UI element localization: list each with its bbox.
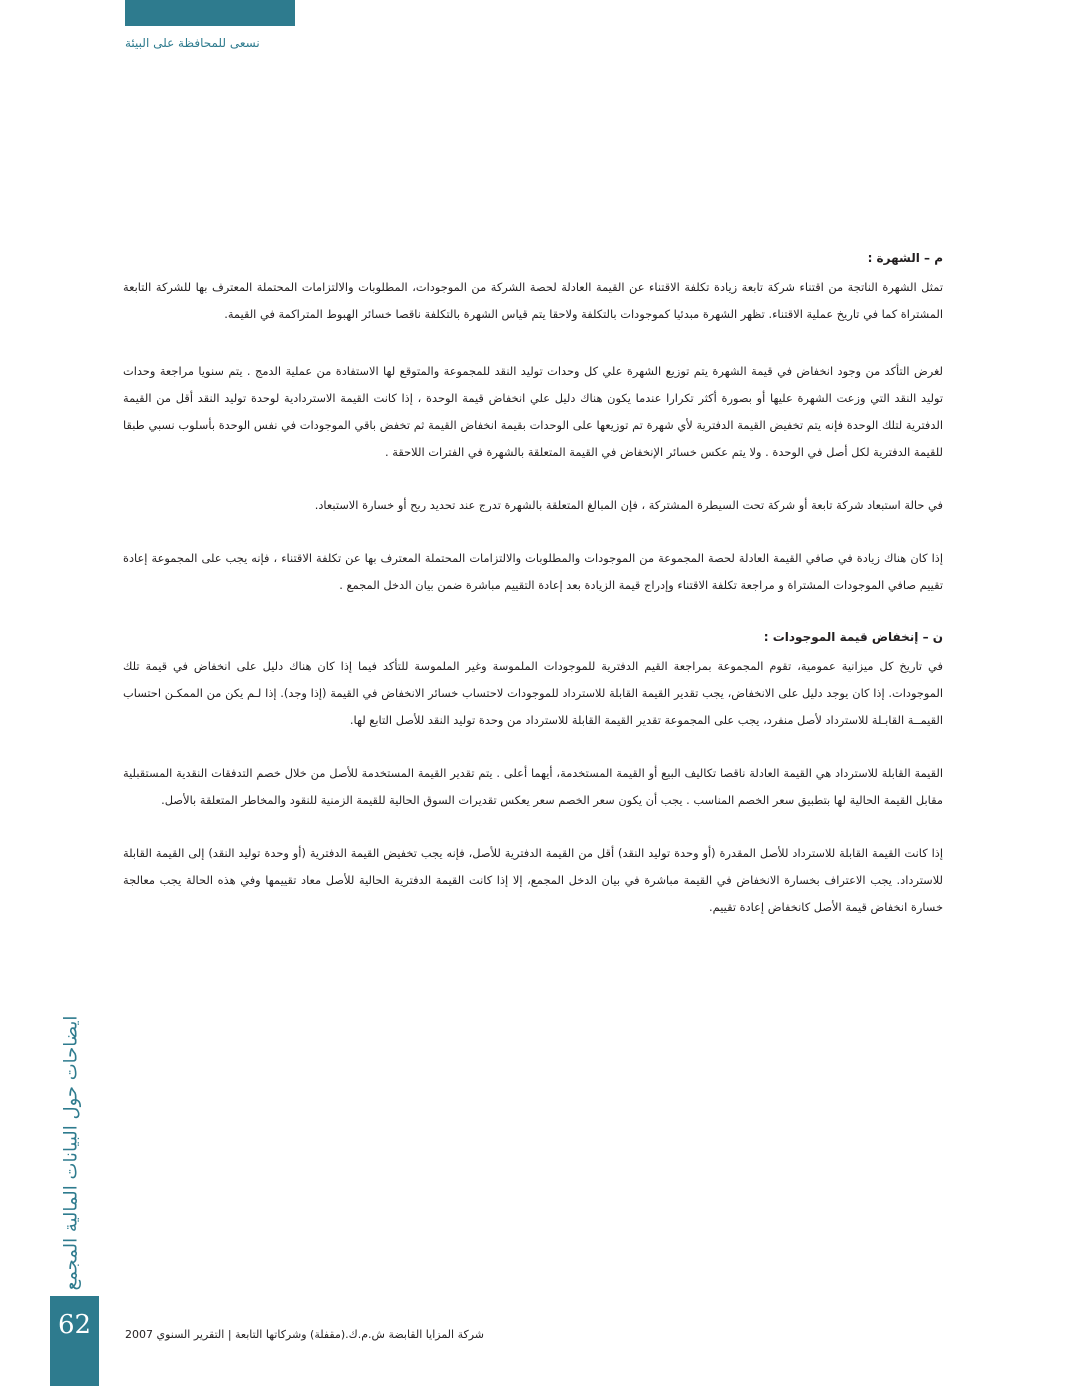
goodwill-paragraph-2: لغرض التأكد من وجود انخفاض في قيمة الشهرة يتم توزيع الشهرة علي كل وحدات توليد النقد للمجموعة والمتوقع لها الاستفادة من عملية الدمج . يتم سنويا مراجعة وحدات توليد النقد التي وزعت الشهرة عليها أو بصورة أكثر تكرارا عندما يكون هناك دليل علي انخفاض قيمة الوحدة ، إذا كانت القيمة الاستردادية لوحدة توليد النقد أقل من القيمة الدفترية لتلك الوحدة فإنه يتم تخفيض القيمة الدفترية لأي شهرة تم توزيعها على الوحدات بقيمة انخفاض القيمة ثم تخفض باقي الموجودات في نفس الوحدة بأسلوب نسبي طبقا للقيمة الدفترية لكل أصل في الوحدة . ولا يتم عكس خسائر الإنخفاض في القيمة المتعلقة بالشهرة في الفترات اللاحقة . [123,364,943,459]
page-number-box [50,1296,99,1386]
impairment-paragraph-3: إذا كانت القيمة القابلة للاسترداد للأصل المقدرة (أو وحدة توليد النقد) أقل من القيمة الدفترية للأصل، فإنه يجب تخفيض القيمة الدفترية (أو وحدة توليد النقد) إلى القيمة القابلة للاسترداد. يجب الاعتراف بخسارة الانخفاض في القيمة مباشرة في بيان الدخل المجمع، إلا إذا كانت القيمة الدفترية الحالية للأصل معاد تقييمها وفي هذه الحالة يجب معالجة خسارة انخفاض قيمة الأصل كانخفاض إعادة تقييم. [123,846,943,914]
side-title-text: ايضاحات حول البيانات المالية المجمع [60,1015,82,1290]
header-tagline: نسعى للمحافظة على البيئة [125,36,260,50]
impairment-paragraph-1: في تاريخ كل ميزانية عمومية، تقوم المجموعة بمراجعة القيم الدفترية للموجودات الملموسة وغير الملموسة للتأكد فيما إذا كان هناك دليل على انخفاض في قيمة تلك الموجودات. إذا كان يوجد دليل على الانخفاض، يجب تقدير القيمة القابلة للاسترداد للموجودات لاحتساب خسائر الانخفاض في القيمة (إذا وجد). إذا لـم يكن من الممكـن احتساب القيمــة القابـلة للاسترداد لأصل منفرد، يجب على المجموعة تقدير القيمة القابلة للاسترداد من وحدة توليد النقد للأصل التابع لها. [123,659,943,727]
header-accent-bar [125,0,295,26]
impairment-paragraph-2: القيمة القابلة للاسترداد هي القيمة العادلة ناقصا تكاليف البيع أو القيمة المستخدمة، أيهما أعلى . يتم تقدير القيمة المستخدمة للأصل من خلال خصم التدفقات النقدية المستقبلية مقابل القيمة الحالية لها بتطبيق سعر الخصم المناسب . يجب أن يكون سعر الخصم سعر يعكس تقديرات السوق الحالية للقيمة الزمنية للنقود والمخاطر المتعلقة بالأصل. [123,766,943,807]
goodwill-paragraph-3: في حالة استبعاد شركة تابعة أو شركة تحت السيطرة المشتركة ، فإن المبالغ المتعلقة بالشهرة تدرج عند تحديد ربح أو خسارة الاستبعاد. [314,498,943,512]
goodwill-paragraph-4: إذا كان هناك زيادة في صافي القيمة العادلة لحصة المجموعة من الموجودات والمطلوبات والالتزامات المحتملة المعترف بها عن تكلفة الاقتناء ، فإنه يجب على المجموعة إعادة تقييم صافي الموجودات المشتراة و مراجعة تكلفة الاقتناء وإدراج قيمة الزيادة بعد إعادة التقييم مباشرة ضمن بيان الدخل المجمع . [123,551,943,592]
side-title [56,1015,86,1290]
page-number: 62 [57,1310,92,1340]
goodwill-paragraph-1: تمثل الشهرة الناتجة من اقتناء شركة تابعة زيادة تكلفة الاقتناء عن القيمة العادلة لحصة الشركة من الموجودات، المطلوبات والالتزامات المحتملة المعترف بها للشركة التابعة المشتراة كما في تاريخ عملية الاقتناء. تظهر الشهرة مبدئيا كموجودات بالتكلفة ولاحقا يتم قياس الشهرة بالتكلفة ناقصا خسائر الهبوط المتراكمة في القيمة. [123,280,943,321]
page-content [123,246,943,921]
footer-text: شركة المزايا القابضة ش.م.ك.(مقفلة) وشركاتها التابعة | التقرير السنوي 2007 [125,1328,484,1341]
section-heading-impairment: ن – إنخفاض قيمة الموجودات : [763,630,943,644]
section-heading-goodwill: م – الشهرة : [867,251,943,265]
